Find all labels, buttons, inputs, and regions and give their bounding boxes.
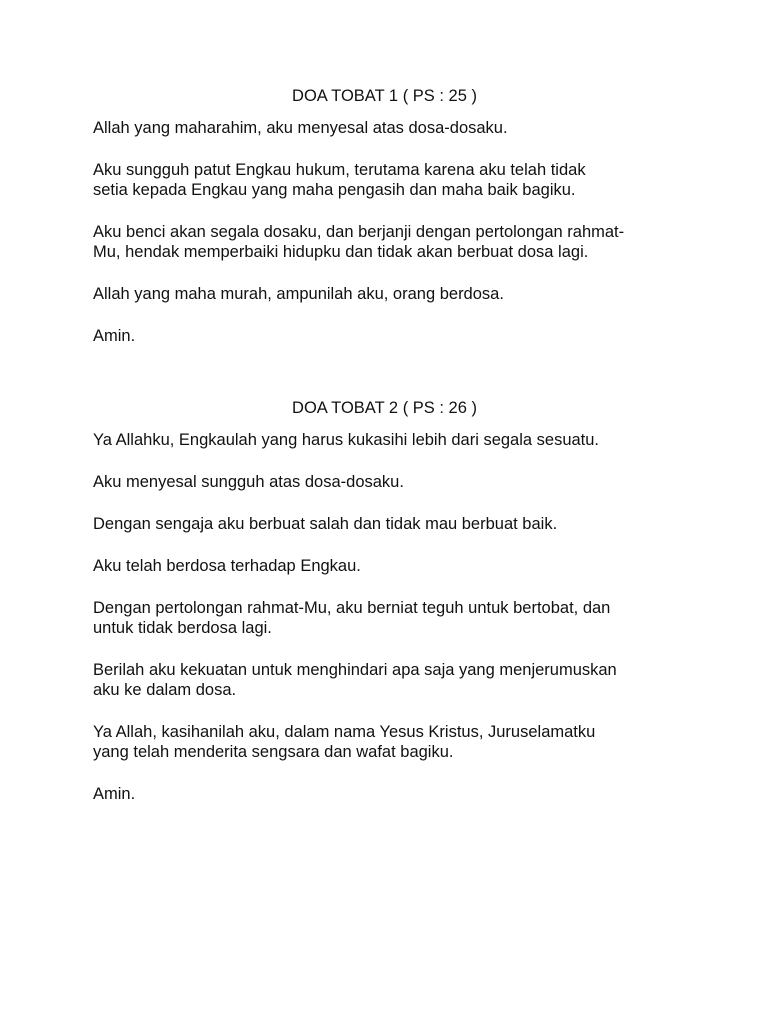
prayer-paragraph: Aku sungguh patut Engkau hukum, terutama karena aku telah tidak setia kepada Engkau yang maha pengasih dan maha baik bagiku. — [93, 161, 586, 199]
prayer-title: DOA TOBAT 1 ( PS : 25 ) — [292, 87, 477, 105]
prayer-paragraph: Dengan sengaja aku berbuat salah dan tidak mau berbuat baik. — [93, 515, 558, 533]
prayer-paragraph: Berilah aku kekuatan untuk menghindari apa saja yang menjerumuskan aku ke dalam dosa. — [93, 661, 617, 699]
prayer-paragraph: Aku telah berdosa terhadap Engkau. — [93, 557, 361, 575]
prayer-paragraph: Allah yang maharahim, aku menyesal atas dosa-dosaku. — [93, 119, 508, 137]
prayer-closing: Amin. — [93, 785, 136, 803]
prayer-paragraph: Dengan pertolongan rahmat-Mu, aku berniat teguh untuk bertobat, dan untuk tidak berdosa lagi. — [93, 599, 611, 637]
prayer-title: DOA TOBAT 2 ( PS : 26 ) — [292, 399, 477, 417]
prayer-paragraph: Aku menyesal sungguh atas dosa-dosaku. — [93, 473, 404, 491]
prayer-paragraph: Ya Allah, kasihanilah aku, dalam nama Yesus Kristus, Juruselamatku yang telah menderita sengsara dan wafat bagiku. — [93, 723, 596, 761]
prayer-section-2 — [93, 398, 683, 826]
prayer-paragraph: Allah yang maha murah, ampunilah aku, orang berdosa. — [93, 285, 504, 303]
prayer-paragraph: Aku benci akan segala dosaku, dan berjanji dengan pertolongan rahmat- Mu, hendak memperbaiki hidupku dan tidak akan berbuat dosa lagi. — [93, 223, 625, 261]
prayer-closing: Amin. — [93, 327, 136, 345]
prayer-section-1 — [93, 86, 683, 368]
prayer-paragraph: Ya Allahku, Engkaulah yang harus kukasihi lebih dari segala sesuatu. — [93, 431, 600, 449]
